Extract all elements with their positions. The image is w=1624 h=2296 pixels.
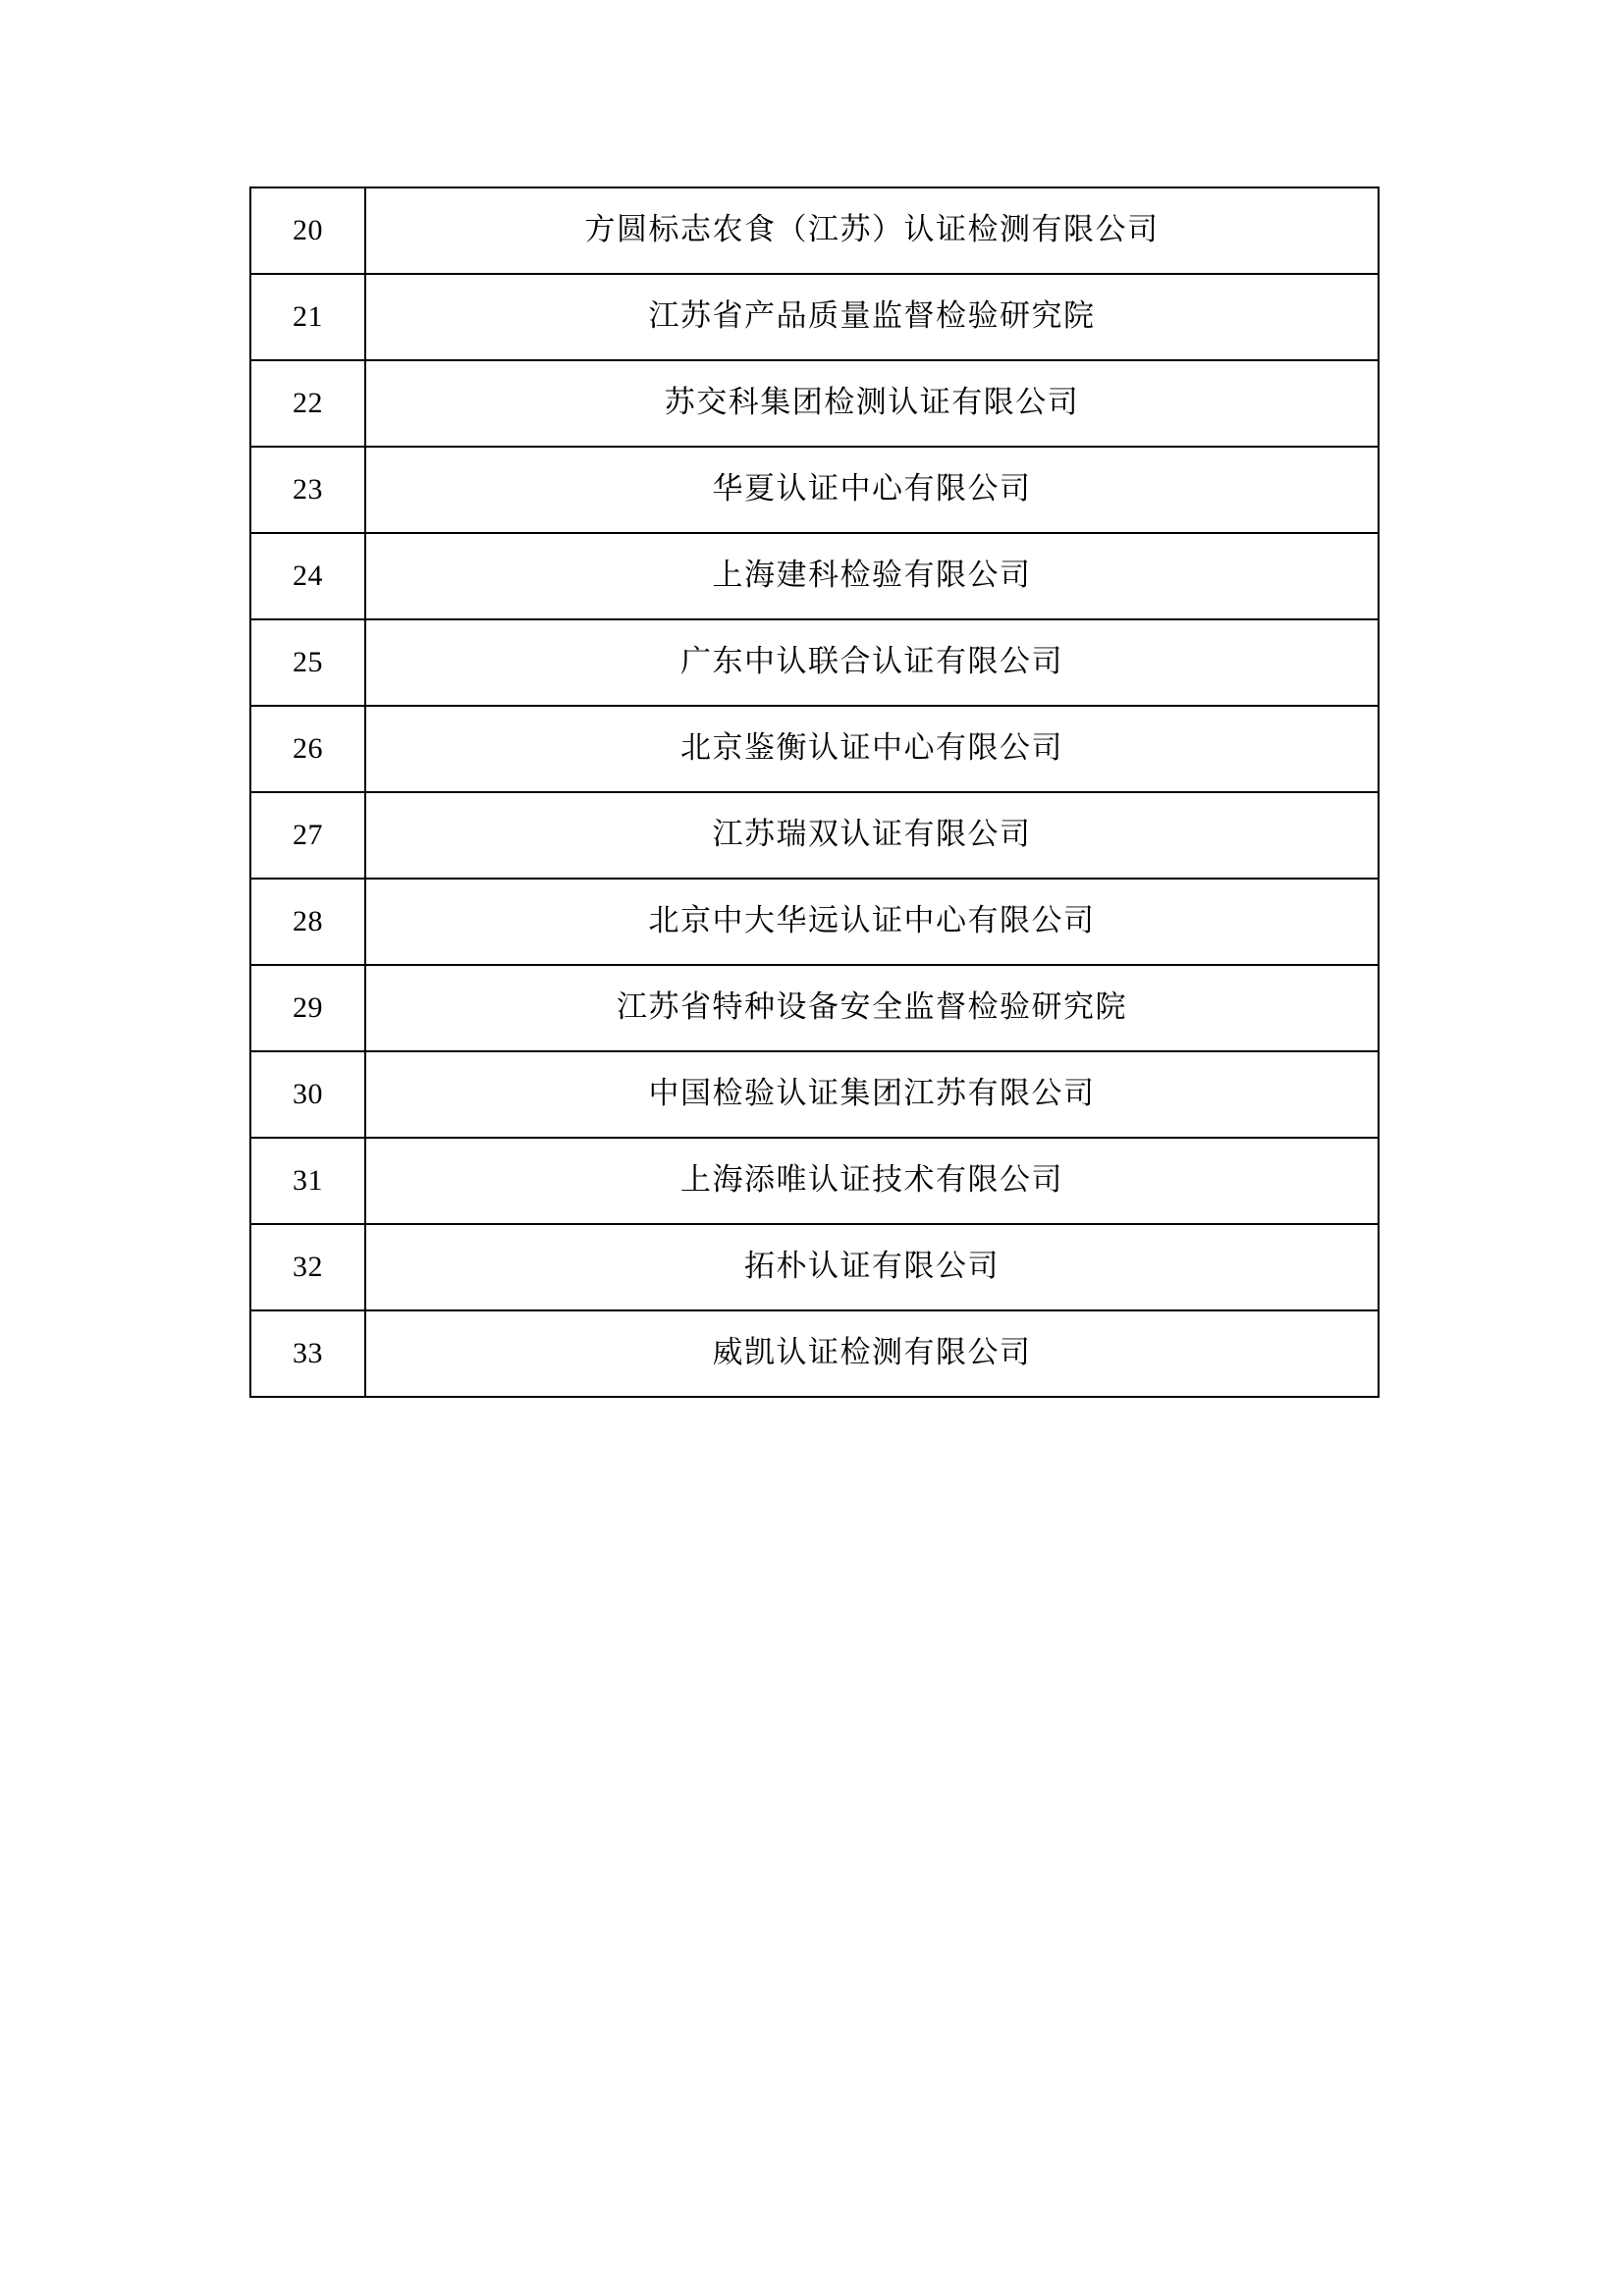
table-row [250,619,1379,706]
table-row [250,965,1379,1051]
table-cell-index [250,360,365,447]
row-index-value: 20 [293,214,323,246]
table-row [250,447,1379,533]
organization-name-value: 威凯认证检测有限公司 [712,1335,1032,1371]
table-cell-index [250,1224,365,1310]
table-cell-name [365,965,1379,1051]
table-cell-index [250,879,365,965]
table-cell-name [365,619,1379,706]
table-row [250,533,1379,619]
row-index-value: 26 [293,732,323,765]
row-index-value: 30 [293,1078,323,1110]
table-cell-name [365,1051,1379,1138]
table-row [250,879,1379,965]
table-cell-index [250,533,365,619]
table-row [250,1138,1379,1224]
row-index-value: 22 [293,387,323,419]
table-cell-index [250,1138,365,1224]
organization-name-value: 华夏认证中心有限公司 [712,471,1032,507]
organization-name-value: 广东中认联合认证有限公司 [680,644,1063,680]
row-index-value: 21 [293,300,323,333]
row-index-value: 23 [293,473,323,506]
row-index-value: 29 [293,991,323,1024]
table-cell-name [365,1224,1379,1310]
row-index-value: 24 [293,560,323,592]
table-cell-name [365,706,1379,792]
table-row [250,792,1379,879]
table-row [250,1224,1379,1310]
organization-name-value: 北京鉴衡认证中心有限公司 [680,730,1063,767]
table-row [250,187,1379,274]
organization-name-value: 方圆标志农食（江苏）认证检测有限公司 [584,212,1160,248]
table-cell-name [365,533,1379,619]
organization-name-value: 江苏瑞双认证有限公司 [712,817,1032,853]
organization-name-value: 江苏省产品质量监督检验研究院 [648,298,1096,335]
row-index-value: 28 [293,905,323,937]
organization-name-value: 上海添唯认证技术有限公司 [680,1162,1063,1199]
table-row [250,1310,1379,1397]
table-row [250,274,1379,360]
table-row [250,360,1379,447]
certification-bodies-table [249,187,1380,1398]
row-index-value: 31 [293,1164,323,1197]
table-cell-index [250,187,365,274]
table-cell-index [250,447,365,533]
organization-name-value: 北京中大华远认证中心有限公司 [648,903,1096,939]
row-index-value: 27 [293,819,323,851]
organization-name-value: 苏交科集团检测认证有限公司 [664,385,1080,421]
organization-name-value: 江苏省特种设备安全监督检验研究院 [617,989,1127,1026]
row-index-value: 33 [293,1337,323,1369]
table-cell-name [365,879,1379,965]
row-index-value: 25 [293,646,323,678]
table-cell-name [365,447,1379,533]
organization-name-value: 上海建科检验有限公司 [712,558,1032,594]
organization-name-value: 中国检验认证集团江苏有限公司 [648,1076,1096,1112]
table-cell-index [250,792,365,879]
table-body [250,187,1379,1397]
table-cell-name [365,1310,1379,1397]
organization-name-value: 拓朴认证有限公司 [744,1249,1000,1285]
table-cell-name [365,1138,1379,1224]
table-cell-index [250,1310,365,1397]
table-cell-index [250,1051,365,1138]
table-cell-index [250,965,365,1051]
table-row [250,706,1379,792]
table-cell-index [250,274,365,360]
table-cell-name [365,187,1379,274]
table-cell-index [250,619,365,706]
table-row [250,1051,1379,1138]
row-index-value: 32 [293,1251,323,1283]
table-cell-name [365,792,1379,879]
table-cell-index [250,706,365,792]
table-cell-name [365,360,1379,447]
table-cell-name [365,274,1379,360]
